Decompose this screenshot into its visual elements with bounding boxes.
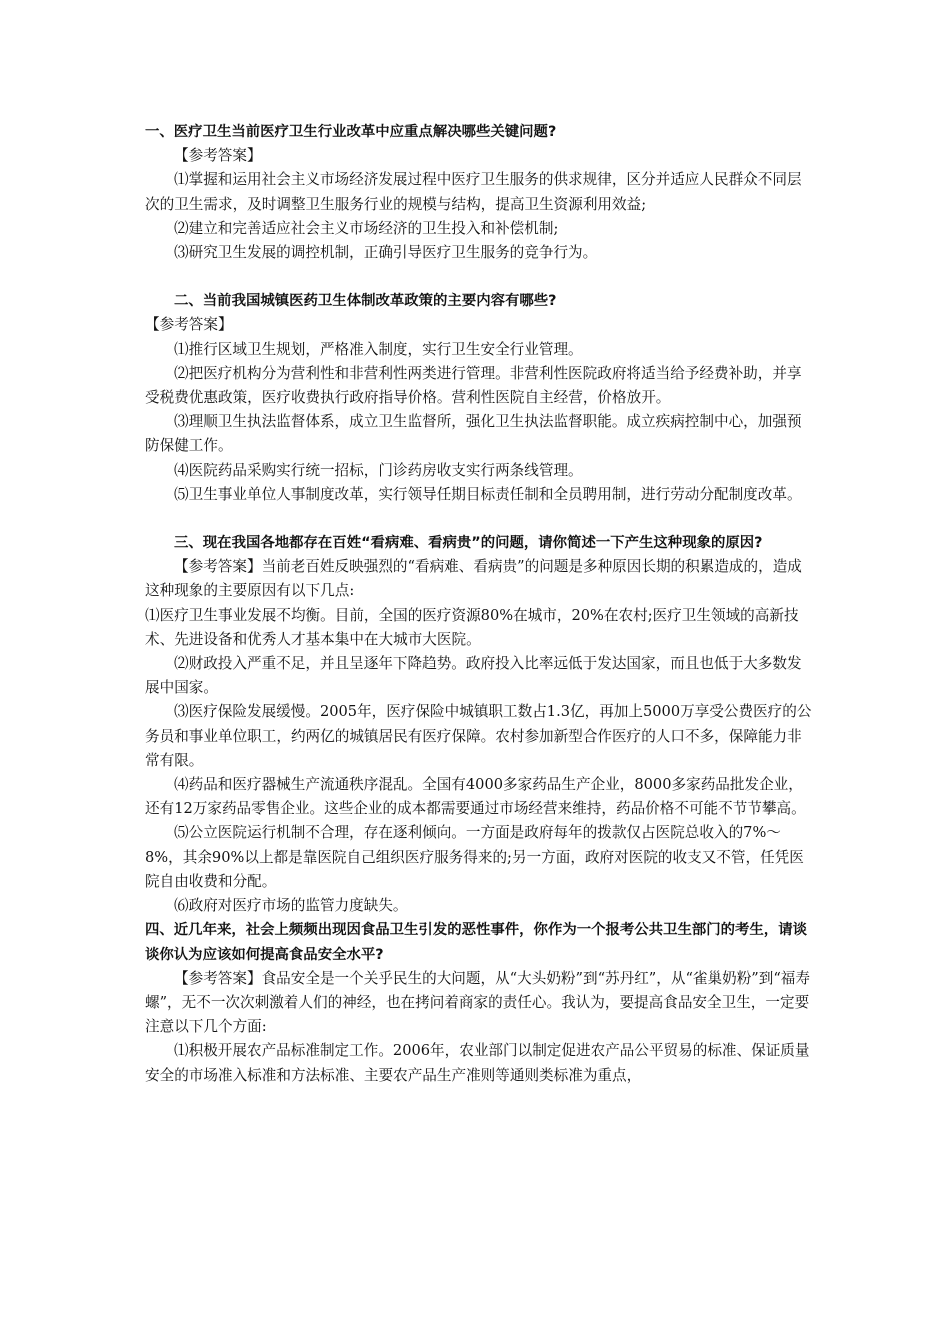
- spacer: [145, 507, 815, 531]
- section-2-answer-label: 【参考答案】: [145, 316, 233, 334]
- section-3-answer: [145, 555, 815, 603]
- section-4-answer-label: 【参考答案】: [174, 969, 262, 987]
- section-3-para-4: ⑷药品和医疗器械生产流通秩序混乱。全国有4000多家药品生产企业，8000多家药品批发企业，还有12万家药品零售企业。这些企业的成本都需要通过市场经营来维持，药品价格不可能不节节攀高。: [145, 776, 806, 818]
- section-1-para-3: ⑶研究卫生发展的调控机制，正确引导医疗卫生服务的竞争行为。: [174, 244, 598, 262]
- section-1-para-1: ⑴掌握和运用社会主义市场经济发展过程中医疗卫生服务的供求规律，区分并适应人民群众不同层次的卫生需求，及时调整卫生服务行业的规模与结构，提高卫生资源利用效益;: [145, 171, 802, 213]
- section-2-para-3: ⑶理顺卫生执法监督体系，成立卫生监督所，强化卫生执法监督职能。成立疾病控制中心，加强预防保健工作。: [145, 413, 802, 455]
- section-3-para-3: ⑶医疗保险发展缓慢。2005年，医疗保险中城镇职工数占1.3亿，再加上5000万享受公费医疗的公务员和事业单位职工，约两亿的城镇居民有医疗保障。农村参加新型合作医疗的人口不多，保障能力非常有限。: [145, 703, 812, 769]
- spacer: [145, 265, 815, 289]
- section-3-para-1: ⑴医疗卫生事业发展不均衡。目前，全国的医疗资源80%在城市，20%在农村;医疗卫生领域的高新技术、先进设备和优秀人才基本集中在大城市大医院。: [145, 606, 799, 648]
- section-3-para-5: ⑸公立医院运行机制不合理，存在逐利倾向。一方面是政府每年的拨款仅占医院总收入的7%～8%，其余90%以上都是靠医院自己组织医疗服务得来的;另一方面，政府对医院的收支又不管，任凭医院自由收费和分配。: [145, 824, 804, 890]
- section-2-title: 二、当前我国城镇医药卫生体制改革政策的主要内容有哪些?: [174, 293, 557, 310]
- section-4-answer: [145, 967, 815, 1040]
- section-4-answer-intro: 食品安全是一个关乎民生的大问题，从“大头奶粉”到“苏丹红”，从“雀巢奶粉”到“福寿螺”，无不一次次刺激着人们的神经，也在拷问着商家的责任心。我认为，要提高食品安全卫生，一定要注意以下几个方面:: [145, 969, 810, 1036]
- section-2-para-5: ⑸卫生事业单位人事制度改革，实行领导任期目标责任制和全员聘用制，进行劳动分配制度改革。: [174, 485, 802, 503]
- section-3-title: 三、现在我国各地都存在百姓“看病难、看病贵”的问题，请你简述一下产生这种现象的原因?: [174, 535, 763, 552]
- section-1-title: 一、医疗卫生当前医疗卫生行业改革中应重点解决哪些关键问题?: [145, 124, 557, 140]
- section-3-para-6: ⑹政府对医疗市场的监管力度缺失。: [174, 897, 408, 915]
- section-3-answer-intro: 当前老百姓反映强烈的“看病难、看病贵”的问题是多种原因长期的积累造成的，造成这种现象的主要原因有以下几点:: [145, 558, 802, 600]
- document-page: [145, 120, 815, 1088]
- section-2-para-2: ⑵把医疗机构分为营利性和非营利性两类进行管理。非营利性医院政府将适当给予经费补助，并享受税费优惠政策，医疗收费执行政府指导价格。营利性医院自主经营，价格放开。: [145, 364, 802, 407]
- section-2-para-1: ⑴推行区域卫生规划，严格准入制度，实行卫生安全行业管理。: [174, 340, 583, 358]
- section-3-para-2: ⑵财政投入严重不足，并且呈逐年下降趋势。政府投入比率远低于发达国家，而且也低于大多数发展中国家。: [145, 655, 802, 697]
- section-1-para-2: ⑵建立和完善适应社会主义市场经济的卫生投入和补偿机制;: [174, 219, 559, 237]
- section-1-answer-label: 【参考答案】: [174, 147, 262, 165]
- section-4-title: 四、近几年来，社会上频频出现因食品卫生引发的恶性事件，你作为一个报考公共卫生部门的考生，请谈谈你认为应该如何提高食品安全水平?: [145, 922, 807, 963]
- section-2-para-4: ⑷医院药品采购实行统一招标，门诊药房收支实行两条线管理。: [174, 461, 583, 479]
- section-4-para-1: ⑴积极开展农产品标准制定工作。2006年，农业部门以制定促进农产品公平贸易的标准、保证质量安全的市场准入标准和方法标准、主要农产品生产准则等通则类标准为重点，: [145, 1042, 810, 1084]
- section-3-answer-label: 【参考答案】: [174, 558, 262, 576]
